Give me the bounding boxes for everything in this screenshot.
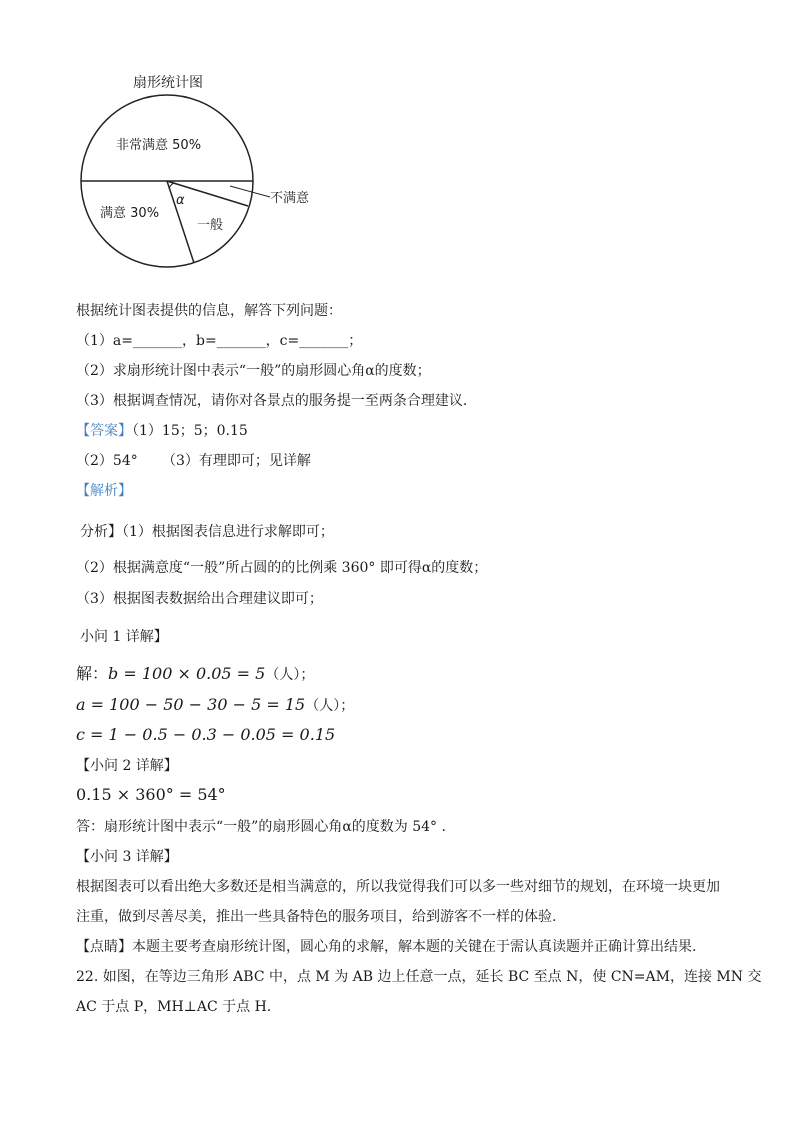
slice-label-bumanyi: 不满意 — [270, 191, 310, 206]
chart-title: 扇形统计图 — [133, 75, 203, 91]
sub2-answer: 答：扇形统计图中表示“一般”的扇形圆心角α的度数为 54° . — [76, 819, 446, 835]
answer-line-2b: （3）有理即可；见详解 — [162, 453, 311, 469]
point-text: 本题主要考查扇形统计图，圆心角的求解，解本题的关键在于需认真读题并正确计算出结果. — [132, 939, 697, 955]
answer-line-1 — [76, 422, 248, 440]
sub1-title: 小问 1 详解】 — [80, 629, 168, 645]
question-3: （3）根据调查情况，请你对各景点的服务提一至两条合理建议. — [76, 393, 468, 409]
sol-prefix: 解： — [76, 664, 109, 683]
eq-angle: 0.15 × 360° = 54° — [76, 785, 226, 804]
sub3-text-1: 根据图表可以看出绝大多数还是相当满意的，所以我觉得我们可以多一些对细节的规划，在环境一块更加 — [76, 879, 720, 895]
question-intro: 根据统计图表提供的信息，解答下列问题： — [76, 303, 342, 319]
slice-label-feichang: 非常满意 50% — [116, 138, 202, 153]
analysis-p2: （3）根据图表数据给出合理建议即可； — [76, 591, 323, 607]
problem22-line-1: 22. 如图，在等边三角形 ABC 中，点 M 为 AB 边上任意一点，延长 BC 至点 N，使 CN=AM，连接 MN 交 — [76, 969, 762, 985]
analysis-p0: 分析】（1）根据图表信息进行求解即可； — [80, 524, 334, 540]
point-line — [76, 938, 696, 956]
unit-a: （人）； — [305, 698, 355, 714]
eq-b: b = 100 × 0.05 = 5 — [108, 664, 266, 683]
answer-tag: 【答案】 — [76, 423, 132, 439]
point-tag: 【点睛】 — [76, 939, 132, 955]
leader-line — [230, 186, 270, 197]
analysis-tag: 【解析】 — [76, 483, 132, 499]
unit-b: （人）； — [265, 667, 315, 683]
pie-chart — [70, 90, 330, 270]
problem22-line-2: AC 于点 P，MH⊥AC 于点 H. — [76, 999, 272, 1015]
question-2: （2）求扇形统计图中表示“一般”的扇形圆心角α的度数； — [76, 363, 431, 379]
angle-label: α — [176, 193, 185, 208]
eq-c: c = 1 − 0.5 − 0.3 − 0.05 = 0.15 — [76, 725, 336, 744]
angle-arc — [169, 183, 174, 189]
analysis-p1: （2）根据满意度“一般”所占圆的的比例乘 360° 即可得α的度数； — [76, 560, 488, 576]
slice-label-yiban: 一般 — [197, 218, 224, 233]
eq-b-line — [76, 664, 314, 685]
sub3-title: 【小问 3 详解】 — [76, 849, 178, 865]
question-1: （1）a=_______，b=_______，c=_______； — [76, 333, 363, 349]
sub2-title: 【小问 2 详解】 — [76, 758, 178, 774]
sub3-text-2: 注重，做到尽善尽美，推出一些具备特色的服务项目，给到游客不一样的体验. — [76, 909, 557, 925]
answer-text-1: （1）15；5；0.15 — [132, 423, 248, 439]
answer-line-2a: （2）54° — [76, 453, 138, 469]
eq-a: a = 100 − 50 − 30 − 5 = 15 — [76, 695, 306, 714]
slice-label-manyi: 满意 30% — [100, 206, 160, 221]
eq-a-line — [76, 695, 354, 716]
